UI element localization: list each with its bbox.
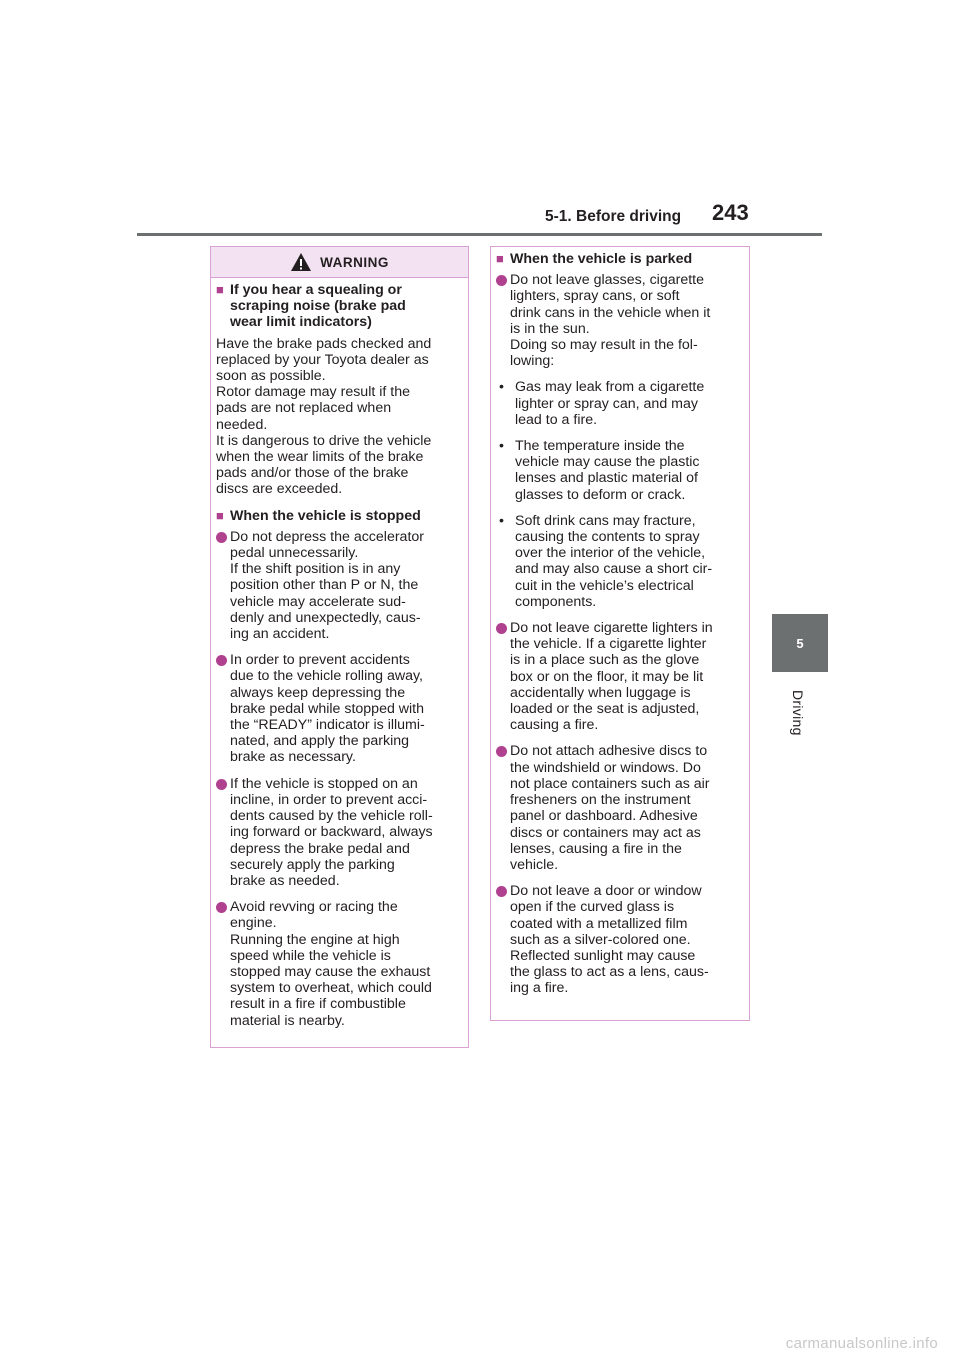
- square-bullet-icon: ■: [216, 507, 224, 523]
- circle-bullet-icon: [496, 272, 510, 288]
- chapter-number: 5: [796, 635, 804, 651]
- bullet-text: Do not leave a door or window open if the curved glass is coated with a metallized film such as a silver-colored one. Reflected sunlight may cause the glass to act as a lens, caus- ing a fire.: [510, 883, 709, 997]
- circle-bullet-icon: [216, 652, 230, 668]
- body-paragraph: Have the brake pads checked and replaced by your Toyota dealer as soon as possible. Rotor damage may result if the pads are not replaced when needed. It is dangerous to drive the vehicle when the wear limits of the brake pads and/or those of the brake discs are exceeded.: [216, 335, 432, 498]
- page-number: 243: [712, 200, 749, 225]
- warning-triangle-icon: [290, 252, 312, 272]
- bullet-item: [216, 899, 464, 1029]
- circle-bullet-icon: [216, 529, 230, 545]
- bullet-text: If the vehicle is stopped on an incline, in order to prevent acci- dents caused by the vehicle roll- ing forward or backward, always depress the brake pedal and securely apply the parking brake as needed.: [230, 775, 433, 889]
- circle-bullet-icon: [216, 776, 230, 792]
- chapter-tab[interactable]: [772, 614, 828, 672]
- bullet-item: [216, 652, 464, 765]
- sub-list-item: [496, 513, 745, 610]
- warning-box: [210, 246, 469, 1048]
- section-heading: [216, 508, 464, 524]
- circle-bullet-icon: [496, 743, 510, 759]
- circle-bullet-icon: [496, 620, 510, 636]
- section-heading: [216, 282, 464, 331]
- sub-item-text: The temperature inside the vehicle may cause the plastic lenses and plastic material of glasses to deform or crack.: [515, 438, 700, 503]
- square-bullet-icon: ■: [216, 282, 224, 297]
- section-title: 5-1. Before driving: [545, 208, 682, 225]
- bullet-item: [216, 529, 464, 642]
- bullet-text: Avoid revving or racing the engine. Running the engine at high speed while the vehicle is stopped may cause the exhaust system to overheat, which could result in a fire if combustible material is nearby.: [230, 899, 432, 1029]
- dot-marker: •: [499, 379, 504, 396]
- header-divider: [137, 233, 822, 236]
- bullet-item: [496, 883, 745, 996]
- warning-content: [491, 247, 749, 997]
- chapter-label: Driving: [790, 690, 806, 736]
- bullet-item: [216, 776, 464, 889]
- sub-list-item: [496, 438, 745, 503]
- dot-marker: •: [499, 438, 504, 455]
- heading-text: When the vehicle is stopped: [230, 507, 421, 524]
- bullet-text: Do not depress the accelerator pedal unnecessarily. If the shift position is in any position other than P or N, the vehicle may accelerate sud- denly and unexpectedly, caus- ing an accident.: [230, 528, 425, 643]
- watermark[interactable]: carmanualsonline.info: [785, 1335, 938, 1352]
- bullet-item: [496, 272, 745, 369]
- bullet-text: Do not leave glasses, cigarette lighters, spray cans, or soft drink cans in the vehicle when it is in the sun. Doing so may result in the fol- lowing:: [510, 272, 711, 370]
- sub-list-item: [496, 379, 745, 428]
- warning-content: [211, 278, 468, 1029]
- dot-marker: •: [499, 512, 504, 529]
- bullet-text: In order to prevent accidents due to the vehicle rolling away, always keep depressing the brake pedal while stopped with the “READY” indicator is illumi- nated, and apply the parking brake as necessary.: [230, 652, 425, 766]
- heading-text: When the vehicle is parked: [510, 251, 693, 267]
- circle-bullet-icon: [496, 883, 510, 899]
- warning-box-continued: [490, 246, 750, 1021]
- heading-text: If you hear a squealing or scraping noise (brake pad wear limit indicators): [230, 282, 406, 331]
- warning-header: [211, 247, 468, 278]
- bullet-text: Do not attach adhesive discs to the windshield or windows. Do not place containers such as air fresheners on the instrument panel or dashboard. Adhesive discs or containers may act as lenses, causing a fire in the vehicle.: [510, 743, 710, 873]
- bullet-item: [496, 620, 745, 733]
- circle-bullet-icon: [216, 899, 230, 915]
- sub-item-text: Soft drink cans may fracture, causing the contents to spray over the interior of the vehicle, and may also cause a short cir- cuit in the vehicle’s electrical components.: [515, 512, 713, 610]
- square-bullet-icon: ■: [496, 251, 504, 266]
- bullet-text: Do not leave cigarette lighters in the vehicle. If a cigarette lighter is in a place such as the glove box or on the floor, it may be lit accidentally when luggage is loaded or the seat is adjusted, causing a fire.: [510, 620, 713, 734]
- sub-item-text: Gas may leak from a cigarette lighter or spray can, and may lead to a fire.: [515, 379, 705, 428]
- warning-label: WARNING: [320, 254, 389, 270]
- section-heading: [496, 251, 745, 267]
- bullet-item: [496, 743, 745, 873]
